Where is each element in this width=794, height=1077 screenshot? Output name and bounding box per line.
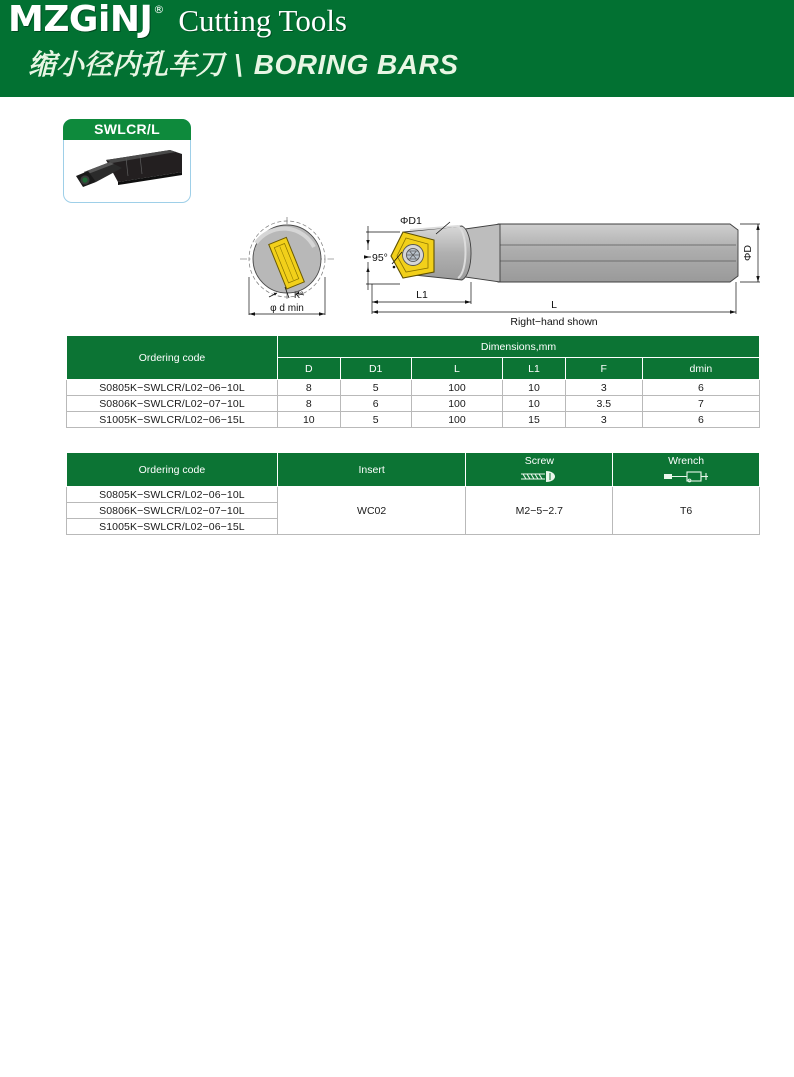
header-screw xyxy=(466,453,613,487)
cell-ordering-code: S0805K−SWLCR/L02−06−10L xyxy=(67,380,278,396)
header-l1: L1 xyxy=(503,358,566,380)
technical-diagram-strip xyxy=(0,97,794,327)
cell-d1: 6 xyxy=(340,396,411,412)
side-view-caption: Right−hand shown xyxy=(510,316,598,327)
cell-f: 3 xyxy=(565,380,642,396)
side-view-l-label: L xyxy=(551,299,557,311)
cell-l: 100 xyxy=(411,396,502,412)
cell-l1: 10 xyxy=(503,380,566,396)
header-ordering-code: Ordering code xyxy=(67,453,278,487)
cell-d: 10 xyxy=(278,412,341,428)
end-view-diagram xyxy=(232,215,342,325)
brand-block xyxy=(8,0,347,41)
page-title-en: BORING BARS xyxy=(253,49,459,80)
screw-icon xyxy=(466,469,612,485)
product-series-label: SWLCR/L xyxy=(63,119,191,140)
product-photo-card xyxy=(63,119,191,203)
header-dmin: dmin xyxy=(642,358,759,380)
dimensions-table xyxy=(66,335,760,428)
end-view-angle-label: K° xyxy=(294,290,304,300)
header-wrench xyxy=(613,453,760,487)
boring-bar-photo xyxy=(66,142,188,201)
wrench-icon xyxy=(613,469,759,485)
side-view-diagram xyxy=(358,212,766,332)
header-wrench-label: Wrench xyxy=(668,454,705,467)
cell-dmin: 6 xyxy=(642,412,759,428)
side-view-l1-label: L1 xyxy=(416,289,428,301)
brand-logo: MZGiNJ xyxy=(8,0,153,40)
cell-insert: WC02 xyxy=(277,487,466,535)
cell-l: 100 xyxy=(411,380,502,396)
cell-ordering-code: S0806K−SWLCR/L02−07−10L xyxy=(67,396,278,412)
registered-trademark-icon: ® xyxy=(153,3,165,16)
cell-dmin: 7 xyxy=(642,396,759,412)
cell-d: 8 xyxy=(278,380,341,396)
header-dimensions-group: Dimensions,mm xyxy=(278,336,760,358)
cell-d1: 5 xyxy=(340,380,411,396)
insert-trigon xyxy=(391,232,434,278)
table-row[interactable] xyxy=(67,412,760,428)
cell-f: 3.5 xyxy=(565,396,642,412)
cell-screw: M2−5−2.7 xyxy=(466,487,613,535)
header-insert: Insert xyxy=(277,453,466,487)
header-f: F xyxy=(565,358,642,380)
header-l: L xyxy=(411,358,502,380)
page-header-banner xyxy=(0,0,794,97)
cell-d: 8 xyxy=(278,396,341,412)
accessories-table xyxy=(66,452,760,535)
header-ordering-code: Ordering code xyxy=(67,336,278,380)
cell-f: 3 xyxy=(565,412,642,428)
end-view-dmin-label: φ d min xyxy=(270,303,304,314)
brand-tagline: Cutting Tools xyxy=(178,3,347,38)
cell-l1: 10 xyxy=(503,396,566,412)
side-view-angle-label: 95° xyxy=(372,252,388,264)
cell-wrench: T6 xyxy=(613,487,760,535)
accessories-table-wrap xyxy=(66,452,760,535)
cell-ordering-code: S0806K−SWLCR/L02−07−10L xyxy=(67,503,278,519)
page-title xyxy=(28,48,458,82)
cell-ordering-code: S0805K−SWLCR/L02−06−10L xyxy=(67,487,278,503)
table-row[interactable] xyxy=(67,487,760,503)
header-d: D xyxy=(278,358,341,380)
header-d1: D1 xyxy=(340,358,411,380)
table-row[interactable] xyxy=(67,380,760,396)
cell-d1: 5 xyxy=(340,412,411,428)
side-view-d-label: ΦD xyxy=(742,245,754,261)
page-title-cn: 缩小径内孔车刀 xyxy=(28,48,225,81)
cell-l1: 15 xyxy=(503,412,566,428)
page-title-separator: \ xyxy=(224,48,254,81)
dimensions-table-wrap xyxy=(66,335,760,428)
cell-dmin: 6 xyxy=(642,380,759,396)
cell-ordering-code: S1005K−SWLCR/L02−06−15L xyxy=(67,519,278,535)
header-screw-label: Screw xyxy=(524,454,554,467)
table-row[interactable] xyxy=(67,396,760,412)
side-view-d1-label: ΦD1 xyxy=(400,215,422,227)
cell-ordering-code: S1005K−SWLCR/L02−06−15L xyxy=(67,412,278,428)
cell-l: 100 xyxy=(411,412,502,428)
